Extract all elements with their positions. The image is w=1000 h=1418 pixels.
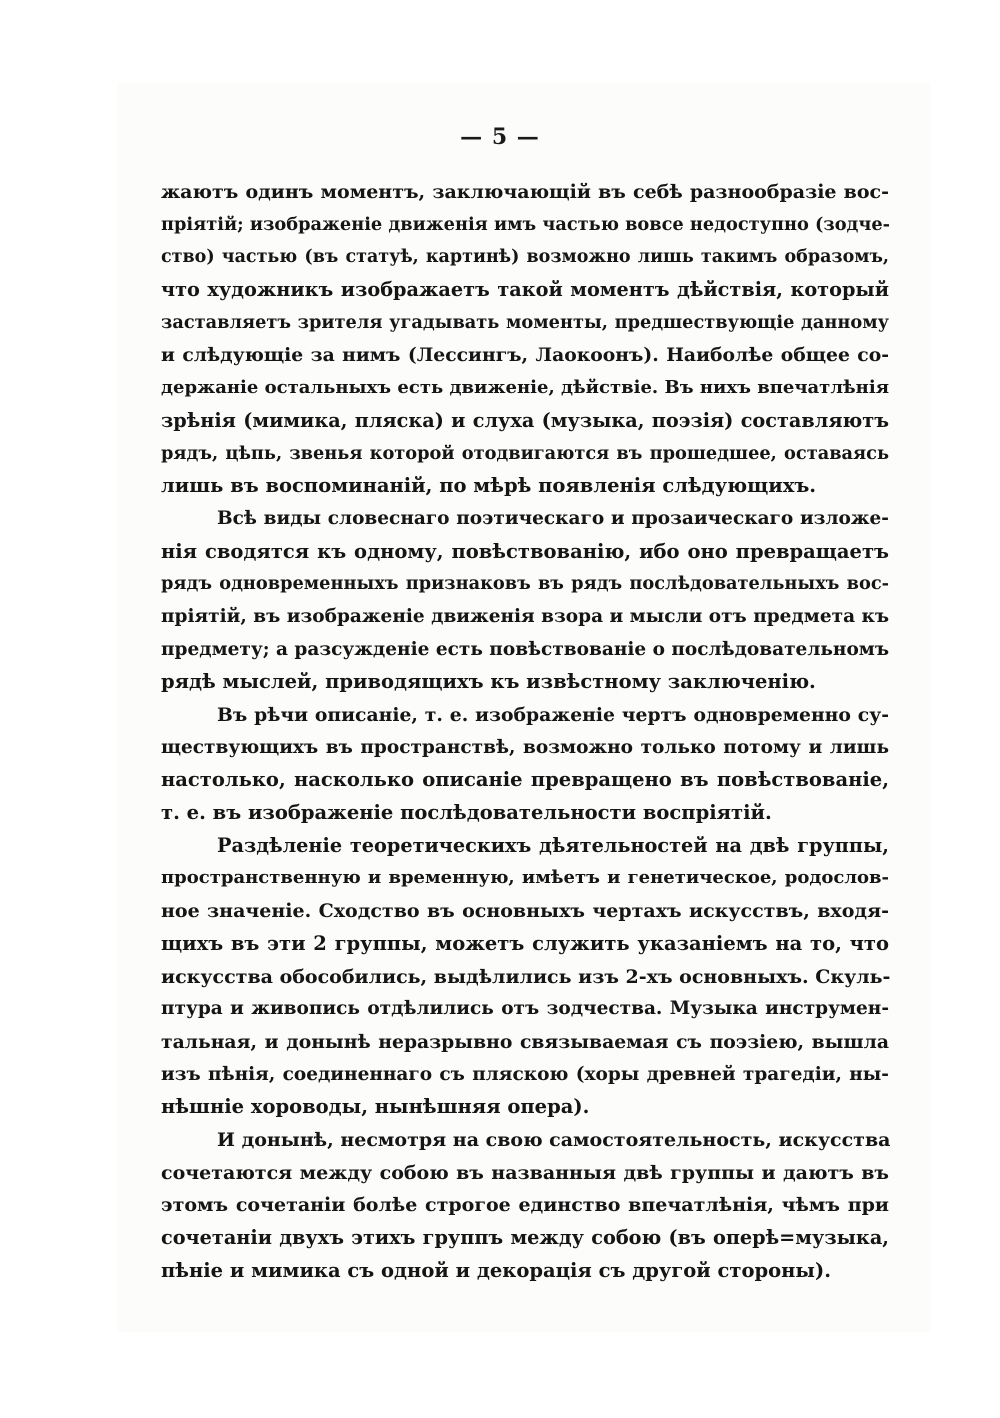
text-line: рядъ одновременныхъ признаковъ въ рядъ послѣдовательныхъ вос-: [161, 573, 889, 595]
text-line: щихъ въ эти 2 группы, можетъ служить указаніемъ на то, что: [161, 931, 889, 955]
text-line: держаніе остальныхъ есть движеніе, дѣйствіе. Въ нихъ впечатлѣнія: [161, 377, 889, 399]
text-line: пріятій; изображеніе движенія имъ частью вовсе недоступно (зодче-: [161, 213, 891, 235]
text-line: рядъ, цѣпь, звенья которой отодвигаются въ прошедшее, оставаясь: [161, 442, 889, 464]
text-line: т. е. въ изображеніе послѣдовательности воспріятій.: [161, 801, 772, 825]
text-line: этомъ сочетаніи болѣе строгое единство впечатлѣнія, чѣмъ при: [161, 1194, 889, 1217]
paragraph: [161, 830, 889, 1124]
text-line: заставляетъ зрителя угадывать моменты, предшествующіе данному: [161, 311, 889, 333]
text-line: ществующихъ въ пространствѣ, возможно только потому и лишь: [161, 736, 889, 758]
page-number: — 5 —: [460, 124, 540, 150]
text-line: сочетаніи двухъ этихъ группъ между собою (въ оперѣ=музыка,: [161, 1226, 889, 1249]
text-line: И донынѣ, несмотря на свою самостоятельность, искусства: [217, 1128, 891, 1151]
text-line: лишь въ воспоминаній, по мѣрѣ появленія слѣдующихъ.: [161, 474, 817, 498]
text-line: Въ рѣчи описаніе, т. е. изображеніе чертъ одновременно су-: [217, 704, 889, 726]
paragraph: [161, 503, 889, 699]
text-line: сочетаются между собою въ названныя двѣ группы и даютъ въ: [161, 1161, 889, 1184]
text-line: что художникъ изображаетъ такой моментъ дѣйствія, который: [161, 278, 889, 302]
text-line: предмету; а разсужденіе есть повѣствованіе о послѣдовательномъ: [161, 638, 890, 660]
page-body-text: [161, 176, 889, 1287]
text-line: Раздѣленіе теоретическихъ дѣятельностей на двѣ группы,: [217, 833, 889, 857]
text-line: жаютъ одинъ моментъ, заключающій въ себѣ разнообразіе вос-: [161, 181, 889, 203]
text-line: и слѣдующіе за нимъ (Лессингъ, Лаокоонъ). Наиболѣе общее со-: [161, 344, 889, 367]
text-line: настолько, насколько описаніе превращено въ повѣствованіе,: [161, 768, 889, 792]
text-line: пріятій, въ изображеніе движенія взора и мысли отъ предмета къ: [161, 605, 890, 627]
text-line: птура и живопись отдѣлились отъ зодчества. Музыка инструмен-: [161, 998, 889, 1020]
text-line: пѣніе и мимика съ одной и декорація съ другой стороны).: [161, 1258, 831, 1282]
text-line: нія сводятся къ одному, повѣствованію, ибо оно превращаетъ: [161, 539, 889, 563]
paragraph: [161, 176, 889, 503]
text-line: изъ пѣнія, соединеннаго съ пляскою (хоры древней трагедіи, ны-: [161, 1063, 889, 1085]
text-line: тальная, и донынѣ неразрывно связываемая съ поэзіею, вышла: [161, 1030, 889, 1053]
text-line: рядѣ мыслей, приводящихъ къ извѣстному заключенію.: [161, 670, 816, 694]
paragraph: [161, 699, 889, 830]
text-line: зрѣнія (мимика, пляска) и слуха (музыка, поэзія) составляютъ: [161, 408, 889, 432]
text-line: нѣшніе хороводы, нынѣшняя опера).: [161, 1095, 590, 1119]
text-line: Всѣ виды словеснаго поэтическаго и прозаическаго изложе-: [217, 507, 889, 529]
text-line: ство) частью (въ статуѣ, картинѣ) возможно лишь такимъ образомъ,: [161, 247, 889, 268]
paragraph: [161, 1124, 889, 1287]
text-line: ное значеніе. Сходство въ основныхъ чертахъ искусствъ, входя-: [161, 900, 889, 923]
text-line: искусства обособились, выдѣлились изъ 2-хъ основныхъ. Скуль-: [161, 965, 891, 988]
text-line: пространственную и временную, имѣетъ и генетическое, родослов-: [161, 867, 889, 889]
